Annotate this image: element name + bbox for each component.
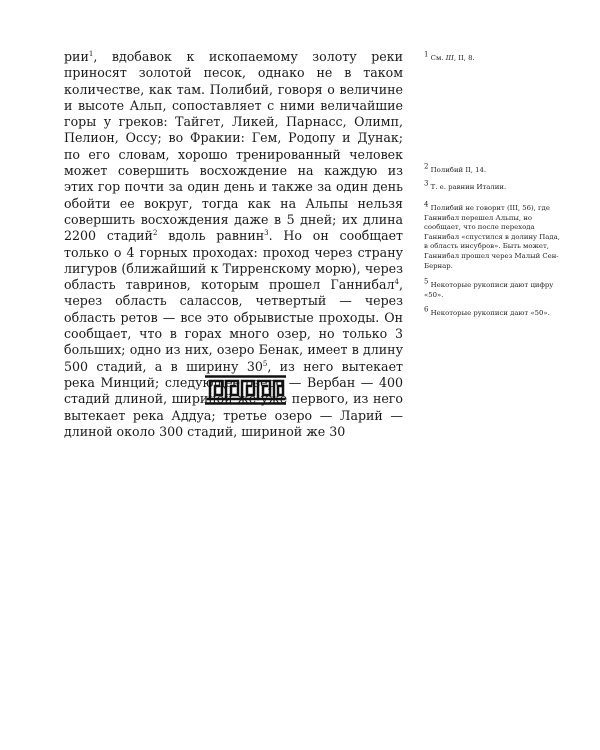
text-segment: рии [64, 49, 89, 64]
footnote-5 [424, 277, 564, 300]
footnote-mark: 1 [424, 50, 429, 59]
text-segment: , вдобавок к ископаемому золоту реки приносят золотой песок, однако не в таком количестве, как там. Полибий, говоря о величине и высоте Альп, сопоставляет с ними величайшие горы у греков: Тайгет, Ликей, Парнасс, Олимп, Пелион, Оссу; во Фракии: Гем, Родопу и Дунак; по его словам, хорошо тренированный человек может совершить восхождение на каждую из этих гор почти за один день и также за один день обойти ее вокруг, тогда как на Альпы нельзя совершить восхождения даже в 5 дней; их длина 2200 стадий [64, 49, 403, 244]
footnote-1 [424, 50, 564, 64]
footnote-4 [424, 200, 564, 271]
greek-key-meander-icon [205, 375, 286, 405]
footnote-mark: 3 [424, 179, 429, 188]
footnote-text: Т. е. равнин Италии. [430, 183, 507, 191]
footnote-mark: 4 [424, 200, 429, 209]
footnote-2 [424, 162, 564, 176]
footnote-ref[interactable]: 3 [264, 229, 269, 238]
footnote-text: Некоторые рукописи дают «50». [430, 309, 550, 317]
footnote-mark: 5 [424, 277, 429, 286]
text-segment: . Но он сообщает только о 4 горных проходах: проход через страну лигуров (ближайший к Тирренскому морю), через область тавринов, которым прошел Ганнибал [64, 228, 403, 293]
footnote-text: Полибий не говорит (III, 56), где Ганнибал перешел Альпы, но сообщает, что после перехода Ганнибал «спустился в долину Пада, в область инсубров». Быть может, Ганнибал прошел через Малый Сен-Бернар. [424, 204, 560, 270]
footnote-ref[interactable]: 1 [88, 49, 94, 58]
footnote-text: Некоторые рукописи дают цифру «50». [424, 281, 554, 299]
footnote-mark: 6 [424, 305, 429, 314]
footnote-italic: III [445, 54, 454, 62]
footnote-ref[interactable]: 2 [152, 229, 158, 238]
text-segment: вдоль равнин [157, 228, 265, 244]
text-segment: , через область салассов, четвертый — через область ретов — все это обрывистые проходы. Он сообщает, что в горах много озер, но только 3 больших; одно из них, озеро Бенак, имеет в длину 500 стадий, а в ширину 30 [64, 277, 403, 374]
footnote-6 [424, 305, 564, 319]
footnote-text: См. [430, 54, 446, 62]
footnote-ref[interactable]: 4 [394, 277, 399, 286]
text-segment: , из него вытекает река Минций; следующее озеро — Вербан — 400 стадий длиной, шириной же уже первого, из него вытекает река Аддуа; третье озеро — Ларий — длиной около 300 стадий, шириной же 30 [64, 358, 403, 439]
footnote-mark: 2 [424, 162, 429, 171]
footnote-text: , II, 8. [453, 54, 475, 62]
footnote-3 [424, 179, 564, 193]
footnote-ref[interactable]: 5 [262, 359, 268, 368]
footnote-text: Полибий II, 14. [430, 166, 487, 174]
